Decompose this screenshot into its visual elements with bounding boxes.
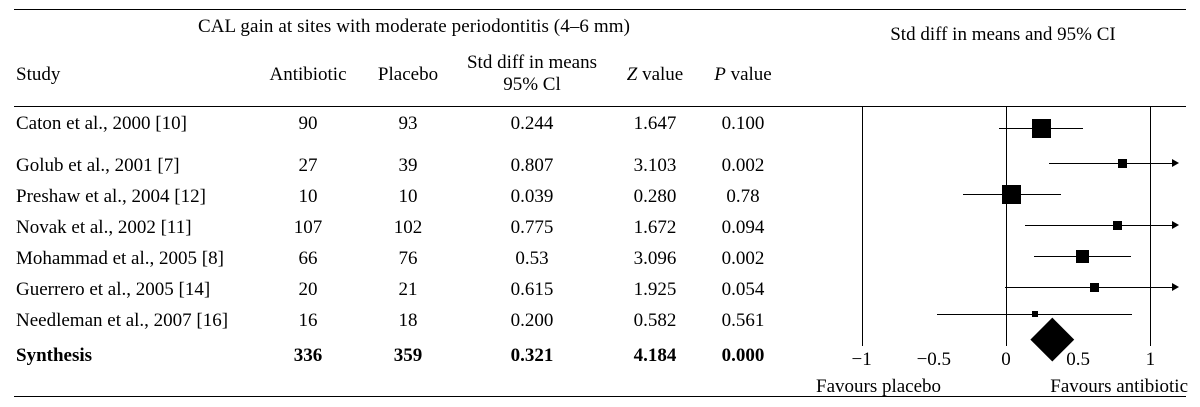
forest-ci-arrow-icon: [1172, 221, 1179, 229]
table-row: [0, 155, 800, 181]
forest-axis-tick-label: 0.5: [1066, 349, 1091, 370]
cell-p-value: 0.054: [721, 279, 765, 300]
cell-placebo: 21: [398, 279, 418, 300]
cell-placebo: 76: [398, 248, 418, 269]
cell-study: Golub et al., 2001 [7]: [16, 155, 180, 176]
forest-axis-tick-label: −0.5: [916, 349, 952, 370]
forest-effect-marker: [1118, 159, 1127, 168]
table-row: [0, 186, 800, 212]
forest-effect-marker: [1032, 311, 1038, 317]
forest-footer-left: Favours placebo: [816, 376, 942, 397]
forest-plot: [816, 106, 1188, 397]
column-header-z-value: Z value: [626, 64, 684, 85]
cell-std-diff: 0.615: [510, 279, 554, 300]
cell-antibiotic: 336: [293, 345, 323, 366]
table-row: [0, 217, 800, 243]
cell-antibiotic: 27: [298, 155, 318, 176]
cell-placebo: 102: [393, 217, 423, 238]
cell-z-value: 1.925: [633, 279, 677, 300]
forest-ci-line: [1025, 225, 1172, 226]
cell-study: Preshaw et al., 2004 [12]: [16, 186, 206, 207]
forest-effect-marker: [1076, 250, 1089, 263]
forest-axis-tick-label: 0: [1001, 349, 1011, 370]
cell-std-diff: 0.321: [510, 345, 554, 366]
cell-p-value: 0.78: [726, 186, 760, 207]
forest-effect-marker: [1002, 185, 1021, 204]
cell-antibiotic: 20: [298, 279, 318, 300]
cell-z-value: 3.103: [633, 155, 677, 176]
forest-ci-line: [1005, 287, 1172, 288]
cell-z-value: 0.280: [633, 186, 677, 207]
cell-antibiotic: 107: [293, 217, 323, 238]
cell-std-diff: 0.200: [510, 310, 554, 331]
cell-p-value: 0.000: [721, 345, 765, 366]
cell-antibiotic: 66: [298, 248, 318, 269]
forest-plot-title: Std diff in means and 95% CI: [890, 24, 1116, 45]
cell-p-value: 0.002: [721, 248, 765, 269]
cell-antibiotic: 90: [298, 113, 318, 134]
cell-study: Synthesis: [16, 345, 93, 366]
cell-z-value: 0.582: [633, 310, 677, 331]
cell-study: Needleman et al., 2007 [16]: [16, 310, 229, 331]
cell-std-diff: 0.53: [515, 248, 549, 269]
table-row: [0, 310, 800, 336]
forest-footer-right: Favours antibiotic: [1050, 376, 1188, 397]
table-row: [0, 279, 800, 305]
cell-z-value: 1.672: [633, 217, 677, 238]
table-row: [0, 248, 800, 274]
forest-axis-line-1: [1150, 106, 1151, 346]
column-header-study: Study: [16, 64, 61, 85]
cell-study: Mohammad et al., 2005 [8]: [16, 248, 224, 269]
cell-z-value: 1.647: [633, 113, 677, 134]
cell-antibiotic: 16: [298, 310, 318, 331]
forest-axis-tick-label: −1: [851, 349, 872, 370]
forest-ci-line: [1049, 163, 1172, 164]
column-header-placebo: Placebo: [377, 64, 439, 85]
cell-placebo: 10: [398, 186, 418, 207]
cell-p-value: 0.094: [721, 217, 765, 238]
cell-p-value: 0.100: [721, 113, 765, 134]
forest-effect-marker: [1032, 119, 1051, 138]
column-header-std-diff-ci: 95% Cl: [503, 74, 561, 95]
cell-z-value: 4.184: [633, 345, 677, 366]
cell-placebo: 359: [393, 345, 423, 366]
forest-ci-arrow-icon: [1172, 283, 1179, 291]
cell-antibiotic: 10: [298, 186, 318, 207]
cell-p-value: 0.561: [721, 310, 765, 331]
column-header-antibiotic: Antibiotic: [269, 64, 347, 85]
column-header-std-diff: Std diff in means: [466, 52, 597, 73]
rule-top: [14, 9, 1186, 10]
cell-z-value: 3.096: [633, 248, 677, 269]
forest-axis-tick-label: 1: [1145, 349, 1156, 370]
forest-effect-marker: [1113, 221, 1122, 230]
column-header-p-value: P value: [714, 64, 772, 85]
forest-axis-line-neg1: [862, 106, 863, 346]
cell-std-diff: 0.775: [510, 217, 554, 238]
cell-std-diff: 0.807: [510, 155, 554, 176]
cell-p-value: 0.002: [721, 155, 765, 176]
table-row-summary: [0, 345, 800, 371]
cell-std-diff: 0.244: [510, 113, 554, 134]
forest-ci-arrow-icon: [1172, 159, 1179, 167]
table-row: [0, 113, 800, 139]
rule-bottom: [14, 396, 1186, 397]
cell-placebo: 18: [398, 310, 418, 331]
forest-axis-line-0: [1006, 106, 1007, 346]
forest-effect-marker: [1090, 283, 1099, 292]
table-title: CAL gain at sites with moderate periodontitis (4–6 mm): [197, 16, 631, 37]
cell-study: Guerrero et al., 2005 [14]: [16, 279, 211, 300]
cell-placebo: 39: [398, 155, 418, 176]
cell-placebo: 93: [398, 113, 418, 134]
cell-std-diff: 0.039: [510, 186, 554, 207]
cell-study: Caton et al., 2000 [10]: [16, 113, 187, 134]
cell-study: Novak et al., 2002 [11]: [16, 217, 192, 238]
